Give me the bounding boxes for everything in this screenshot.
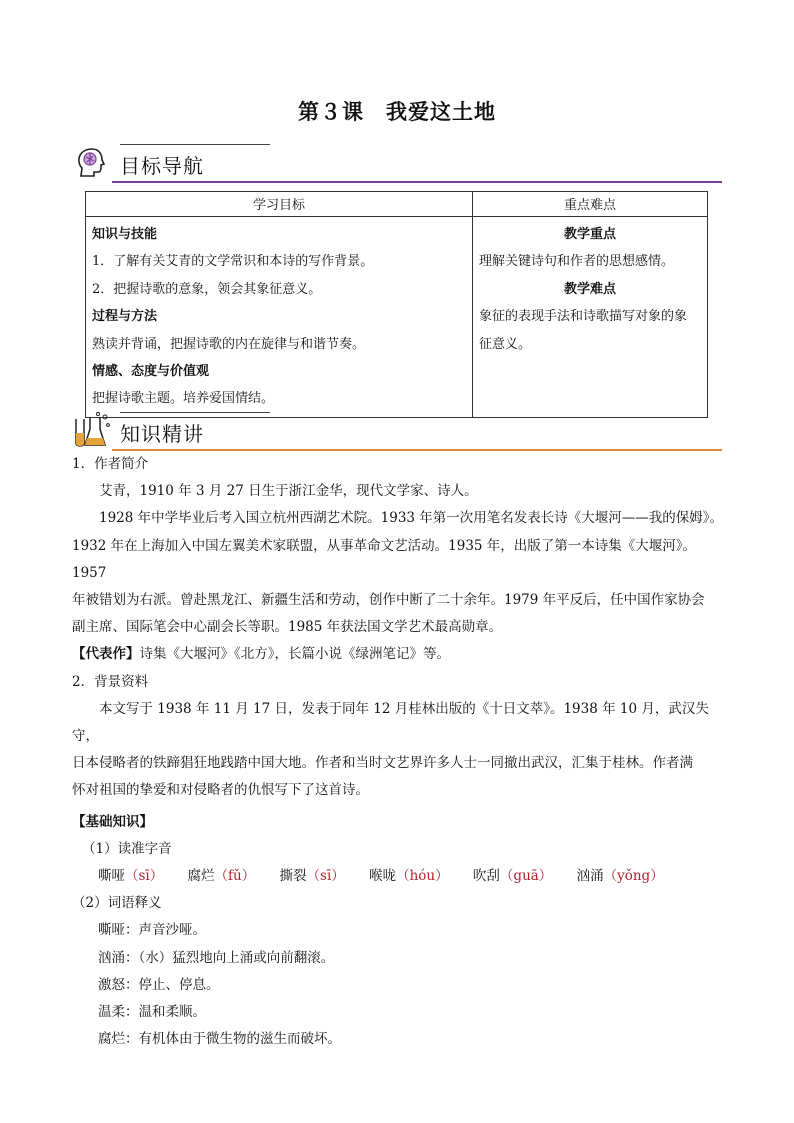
key-item: 理解关键诗句和作者的思想感情。 — [479, 254, 675, 270]
key-item: 象征的表现手法和诗歌描写对象的象 — [479, 309, 688, 325]
key-subheading: 教学难点 — [563, 281, 616, 297]
lab-flask-icon — [72, 411, 112, 451]
vocabulary-item: 温柔：温和柔顺。 — [98, 1004, 206, 1021]
basic-knowledge-label: 【基础知识】 — [72, 813, 153, 830]
key-subheading: 教学重点 — [563, 227, 616, 242]
works-text: 诗集《大堰河》《北方》，长篇小说《绿洲笔记》等。 — [139, 646, 450, 663]
section-title-nav: 目标导航 — [120, 154, 204, 178]
key-points-cell — [473, 217, 708, 418]
author-paragraph: 年被错划为右派。曾赴黑龙江、新疆生活和劳动，创作中断了二十余年。1979 年平反后，任中国作家协会 — [72, 592, 705, 609]
goal-item: 把握诗歌主题。培养爱国情结。 — [92, 391, 275, 407]
background-paragraph: 怀对祖国的挚爱和对侵略者的仇恨写下了这首诗。 — [72, 782, 369, 799]
background-heading: 2．背景资料 — [72, 673, 149, 690]
goal-item: 熟读并背诵，把握诗歌的内在旋律与和谐节奏。 — [92, 336, 366, 352]
key-item: 征意义。 — [479, 336, 532, 352]
works-label: 【代表作】 — [72, 646, 140, 663]
vocabulary-item: 腐烂：有机体由于微生物的滋生而破坏。 — [98, 1031, 341, 1048]
background-paragraph: 本文写于 1938 年 11 月 17 日，发表于同年 12 月桂林出版的《十日文萃》。1938 年 10 月，武汉失守， — [72, 700, 709, 745]
pinyin-item: 喉咙（hóu） — [369, 868, 449, 885]
pronunciation-heading: （1）读准字音 — [82, 840, 172, 857]
knowledge-body — [72, 451, 724, 1053]
background-paragraph: 日本侵略者的铁蹄猖狂地践踏中国大地。作者和当时文艺界许多人士一同撤出武汉，汇集于桂林。作者满 — [72, 755, 693, 772]
section-title-knowledge: 知识精讲 — [120, 422, 204, 446]
page-title: 第３课 我爱这土地 — [298, 99, 496, 124]
pinyin-item: 汹涌（yǒng） — [576, 868, 664, 885]
goals-header-right: 重点难点 — [473, 192, 708, 217]
section-header-knowledge — [72, 411, 722, 451]
goal-item: 1．了解有关艾青的文学常识和本诗的写作背景。 — [92, 254, 374, 270]
goal-subheading: 情感、态度与价值观 — [92, 364, 210, 380]
pinyin-item: 嘶哑（sī） — [98, 868, 164, 885]
vocabulary-heading: （2）词语释义 — [72, 895, 162, 912]
goal-subheading: 过程与方法 — [92, 309, 158, 325]
pinyin-item: 撕裂（sī） — [279, 868, 345, 885]
learning-goals-cell — [86, 217, 473, 418]
vocabulary-item: 激怒：停止、停息。 — [98, 976, 220, 993]
goals-table — [85, 191, 708, 418]
goals-header-left: 学习目标 — [86, 192, 473, 217]
pronunciation-row — [72, 863, 724, 890]
works-line — [72, 641, 724, 668]
author-paragraph: 副主席、国际笔会中心副会长等职。1985 年获法国文学艺术最高勋章。 — [72, 619, 503, 636]
author-paragraph: 艾青，1910 年 3 月 27 日生于浙江金华，现代文学家、诗人。 — [99, 483, 478, 500]
goal-item: 2．把握诗歌的意象，领会其象征意义。 — [92, 281, 322, 297]
pinyin-item: 吹刮（guā） — [472, 868, 553, 885]
author-heading: 1．作者简介 — [72, 456, 149, 472]
vocabulary-item: 汹涌：（水）猛烈地向上涌或向前翻滚。 — [98, 949, 335, 966]
author-paragraph: 1928 年中学毕业后考入国立杭州西湖艺术院。1933 年第一次用笔名发表长诗《大堰河——我的保姆》。 — [99, 510, 724, 527]
goal-subheading: 知识与技能 — [92, 227, 158, 242]
section-header-nav — [72, 143, 722, 183]
author-paragraph: 1932 年在上海加入中国左翼美术家联盟，从事革命文艺活动。1935 年，出版了第一本诗集《大堰河》。1957 — [72, 537, 697, 581]
pinyin-item: 腐烂（fǔ） — [187, 868, 256, 885]
vocabulary-item: 嘶哑：声音沙哑。 — [98, 922, 206, 939]
head-brain-icon — [72, 143, 112, 183]
